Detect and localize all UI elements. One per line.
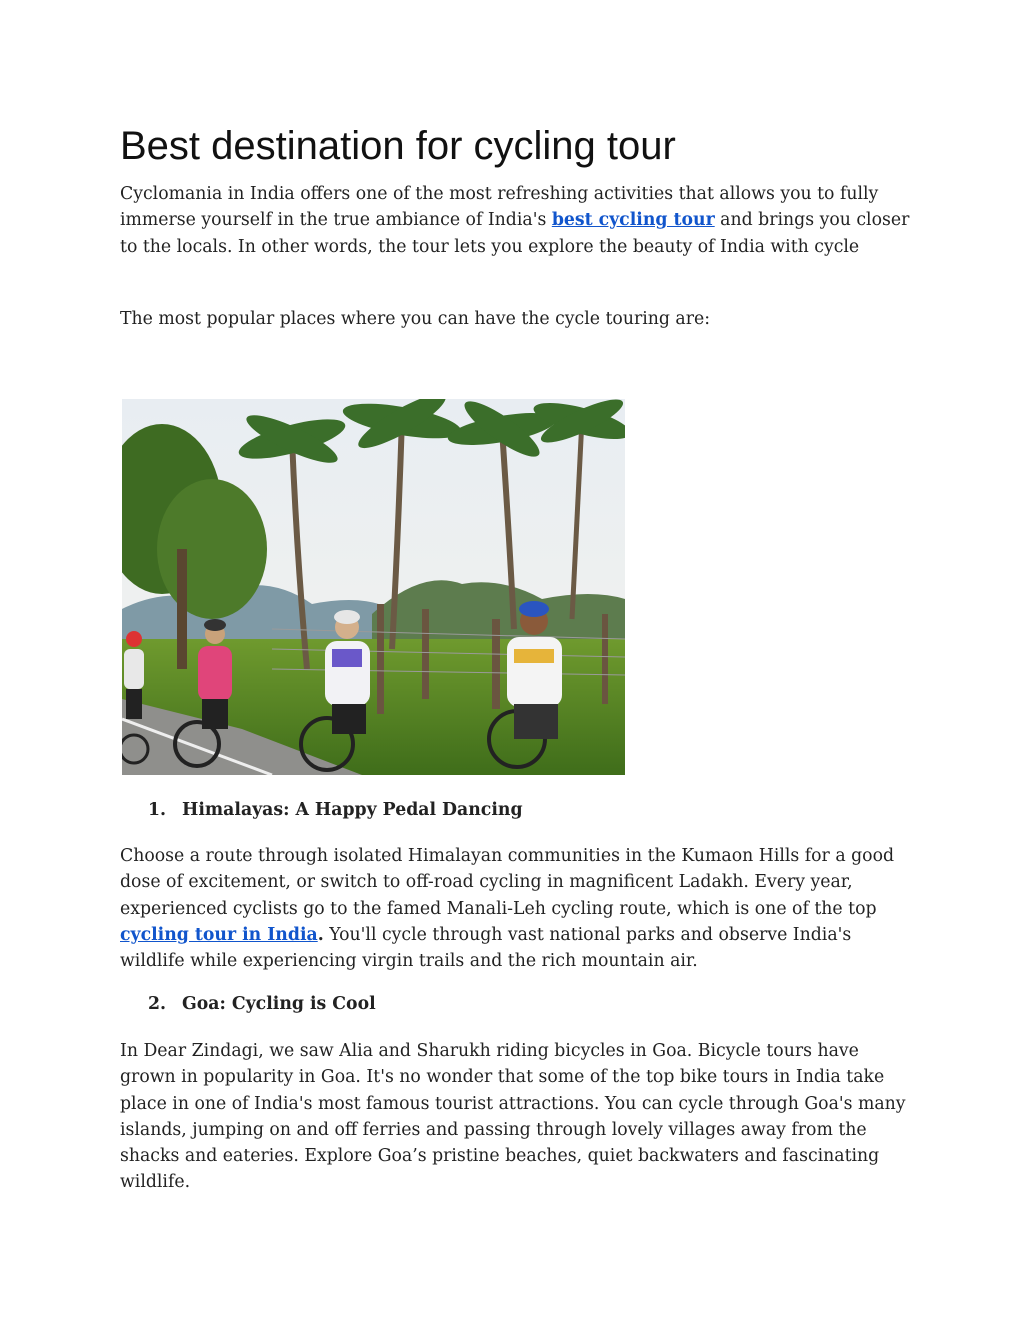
best-cycling-tour-link[interactable]: best cycling tour: [551, 210, 715, 231]
section-heading-text: Goa: Cycling is Cool: [182, 994, 376, 1014]
page-title: Best destination for cycling tour: [120, 124, 676, 168]
intro-text-end: and brings you closer to the locals. In other words, the tour lets you explore the beauty of India with cycle: [120, 210, 910, 257]
himalayas-paragraph: [120, 843, 920, 974]
intro-text-start: Cyclomania in India offers one of the most refreshing activities that allows you to fully immerse yourself in the true ambiance of India's: [120, 184, 879, 231]
cycling-tour-in-india-link[interactable]: cycling tour in India: [120, 924, 318, 945]
goa-paragraph: In Dear Zindagi, we saw Alia and Sharukh riding bicycles in Goa. Bicycle tours have grown in popularity in Goa. It's no wonder that some of the top bike tours in India take place in one of India's most famous tourist attractions. You can cycle through Goa's many islands, jumping on and off ferries and passing through lovely villages away from the shacks and eateries. Explore Goa’s pristine beaches, quiet backwaters and fascinating wildlife.: [120, 1041, 906, 1193]
section-heading-goa: [148, 994, 376, 1014]
lead-paragraph: The most popular places where you can have the cycle touring are:: [120, 309, 711, 329]
intro-paragraph: [120, 181, 920, 260]
himalayas-period: .: [317, 924, 324, 945]
section-heading-text: Himalayas: A Happy Pedal Dancing: [182, 800, 523, 820]
cyclists-photo: [122, 399, 625, 775]
section-number: 2.: [148, 994, 167, 1014]
section-heading-himalayas: [148, 800, 523, 820]
section-number: 1.: [148, 800, 167, 820]
himalayas-text-start: Choose a route through isolated Himalayan communities in the Kumaon Hills for a good dose of excitement, or switch to off-road cycling in magnificent Ladakh. Every year, experienced cyclists go to the famed Manali-Leh cycling route, which is one of the top: [120, 846, 895, 919]
himalayas-text-end: You'll cycle through vast national parks and observe India's wildlife while experiencing virgin trails and the rich mountain air.: [120, 924, 852, 972]
